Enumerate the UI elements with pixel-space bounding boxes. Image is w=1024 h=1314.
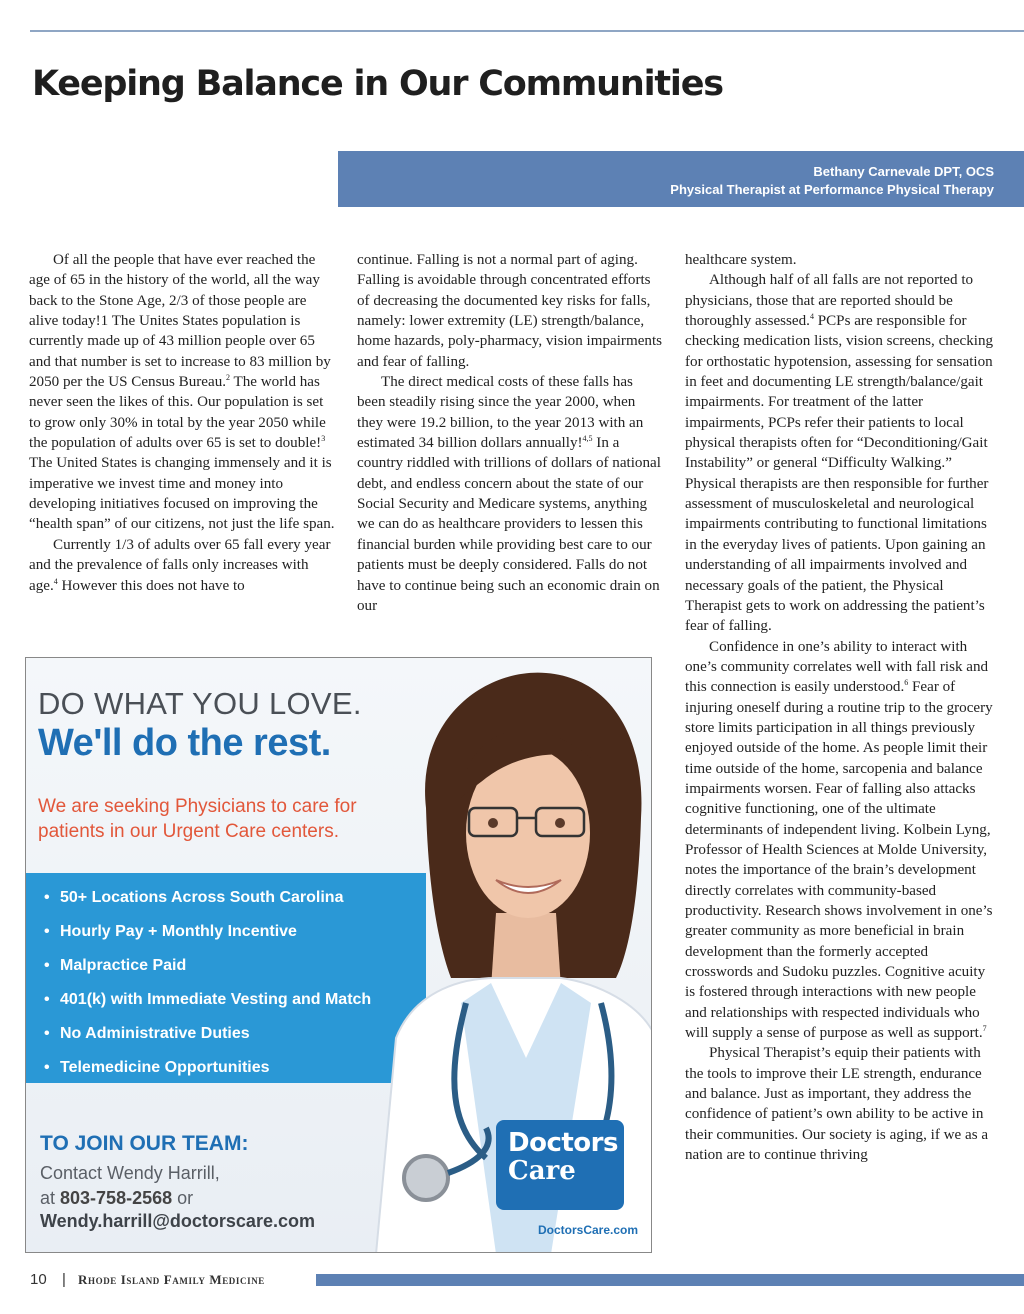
author-name: Bethany Carnevale DPT, OCS xyxy=(813,164,994,179)
list-item: • 401(k) with Immediate Vesting and Match xyxy=(44,991,372,1008)
ad-phone: 803-758-2568 xyxy=(60,1188,173,1208)
footer-separator: | xyxy=(62,1271,66,1288)
ad-headline: DO WHAT YOU LOVE. xyxy=(38,686,362,721)
ad-join-heading: TO JOIN OUR TEAM: xyxy=(40,1132,249,1155)
bullet-icon: • xyxy=(44,889,50,906)
list-item: • No Administrative Duties xyxy=(44,1025,250,1042)
article-column-3 xyxy=(685,250,997,1165)
bullet-icon: • xyxy=(44,957,50,974)
footer-bar xyxy=(316,1274,1024,1286)
ad-seeking-text: We are seeking Physicians to care for patients in our Urgent Care centers. xyxy=(38,796,357,842)
paragraph: Confidence in one’s ability to interact with one’s community correlates well with fall risk and this connection is easily understood.$^6$ Fear of injuring oneself during a routine trip to the grocery store limits participation in all things previously enjoyed outside of the home. As people limit their time outside of the home, sarcopenia and balance impairments worsen. Fear of falling also attacks cognitive functioning, one of the ultimate determinants of independent living. Kolbein Lyng, Professor of Health Sciences at Molde University, notes the importance of the brain’s development directly correlates with community-based productivity. Research shows involvement in one’s greater community as more beneficial in brain development than the formerly accepted crosswords and Sudoku puzzles. Cognitive acuity is fostered through interactions with new people and relationships with respected individuals who will supply a sense of purpose as well as support.$^7$ xyxy=(685,638,993,1042)
list-item: • Telemedicine Opportunities xyxy=(44,1059,270,1076)
article-column-2 xyxy=(357,250,663,616)
bullet-icon: • xyxy=(44,1059,50,1076)
paragraph: continue. Falling is not a normal part of aging. Falling is avoidable through concentrated efforts of decreasing the documented key risks for falls, namely: lower extremity (LE) strength/balance, home hazards, poly-pharmacy, vision impairments and fear of falling. xyxy=(357,252,663,370)
paragraph: Physical Therapist’s equip their patients with the tools to improve their LE strength, endurance and balance. Just as important, they address the confidence of patient’s own ability to be active in their communities. Our society is aging, if we as a nation are to continue thriving xyxy=(685,1045,989,1164)
ad-benefits-list xyxy=(44,888,371,1092)
list-item: • 50+ Locations Across South Carolina xyxy=(44,889,344,906)
paragraph: The direct medical costs of these falls has been steadily rising since the year 2000, when they were 19.2 billion, to the year 2013 with an estimated 34 billion dollars annually!$^{4,5}$ In a country riddled with trillions of dollars of national debt, and endless concern about the state of our Social Security and Medicare systems, anything we can do as healthcare providers to lessen this financial burden while providing best care to our patients must be deeply considered. Falls do not have to continue being such an economic drain on our xyxy=(357,374,661,614)
author-title: Physical Therapist at Performance Physical Therapy xyxy=(670,182,994,197)
magazine-name: Rhode Island Family Medicine xyxy=(78,1272,265,1287)
footnote-ref: 4 xyxy=(809,312,814,322)
page-number: 10 xyxy=(30,1271,47,1288)
top-rule xyxy=(30,30,1024,32)
bullet-icon: • xyxy=(44,923,50,940)
author-banner xyxy=(338,151,1024,207)
footnote-ref: 6 xyxy=(904,678,909,688)
list-item: • Hourly Pay + Monthly Incentive xyxy=(44,923,297,940)
doctors-care-logo: Doctors Care xyxy=(496,1120,624,1210)
paragraph: healthcare system. xyxy=(685,252,797,268)
doctors-care-advertisement xyxy=(25,657,652,1253)
footnote-ref: 4,5 xyxy=(582,434,593,444)
ad-contact: Contact Wendy Harrill, at 803-758-2568 or xyxy=(40,1163,220,1208)
article-column-1 xyxy=(29,250,335,596)
ad-email: Wendy.harrill@doctorscare.com xyxy=(40,1211,315,1231)
list-item: • Malpractice Paid xyxy=(44,957,187,974)
bullet-icon: • xyxy=(44,991,50,1008)
footnote-ref: 3 xyxy=(321,434,326,444)
ad-subheadline: We'll do the rest. xyxy=(38,722,331,764)
footnote-ref: 7 xyxy=(982,1024,987,1034)
paragraph: Of all the people that have ever reached the age of 65 in the history of the world, all the way back to the Stone Age, 2/3 of those people are alive today!1 The Unites States population is currently made up of 43 million people over 65 and that number is set to increase to 83 million by 2050 per the US Census Bureau.$^2$ The world has never seen the likes of this. Our population is set to grow only 30% in total by the year 2050 while the population of adults over 65 is set to double!$^3$ The United States is changing immensely and it is imperative we invest time and money into developing initiatives focused on improving the “health span” of our citizens, not just the life span. xyxy=(29,252,335,533)
footnote-ref: 2 xyxy=(226,373,231,383)
bullet-icon: • xyxy=(44,1025,50,1042)
paragraph: Although half of all falls are not reported to physicians, those that are reported should be thoroughly assessed.$^4$ PCPs are responsible for checking medication lists, vision screens, checking for orthostatic hypotension, assessing for sensation in feet and documenting LE strength/balance/gait impairments. For treatment of the latter impairments, PCPs refer their patients to local physical therapists often for “Deconditioning/Gait Instability” or general “Difficulty Walking.” Physical therapists are then responsible for further assessment of musculoskeletal and neurological impairments contributing to functional limitations in the everyday lives of patients. Upon gaining an understanding of all impairments involved and necessary goals of the patient, the Physical Therapist gets to work on addressing the patient’s fear of falling. xyxy=(685,272,994,635)
paragraph: Currently 1/3 of adults over 65 fall every year and the prevalence of falls only increases with age.$^4$ However this does not have to xyxy=(29,536,331,594)
footnote-ref: 4 xyxy=(53,576,58,586)
page-title: Keeping Balance in Our Communities xyxy=(32,64,723,104)
ad-url: DoctorsCare.com xyxy=(538,1223,639,1237)
